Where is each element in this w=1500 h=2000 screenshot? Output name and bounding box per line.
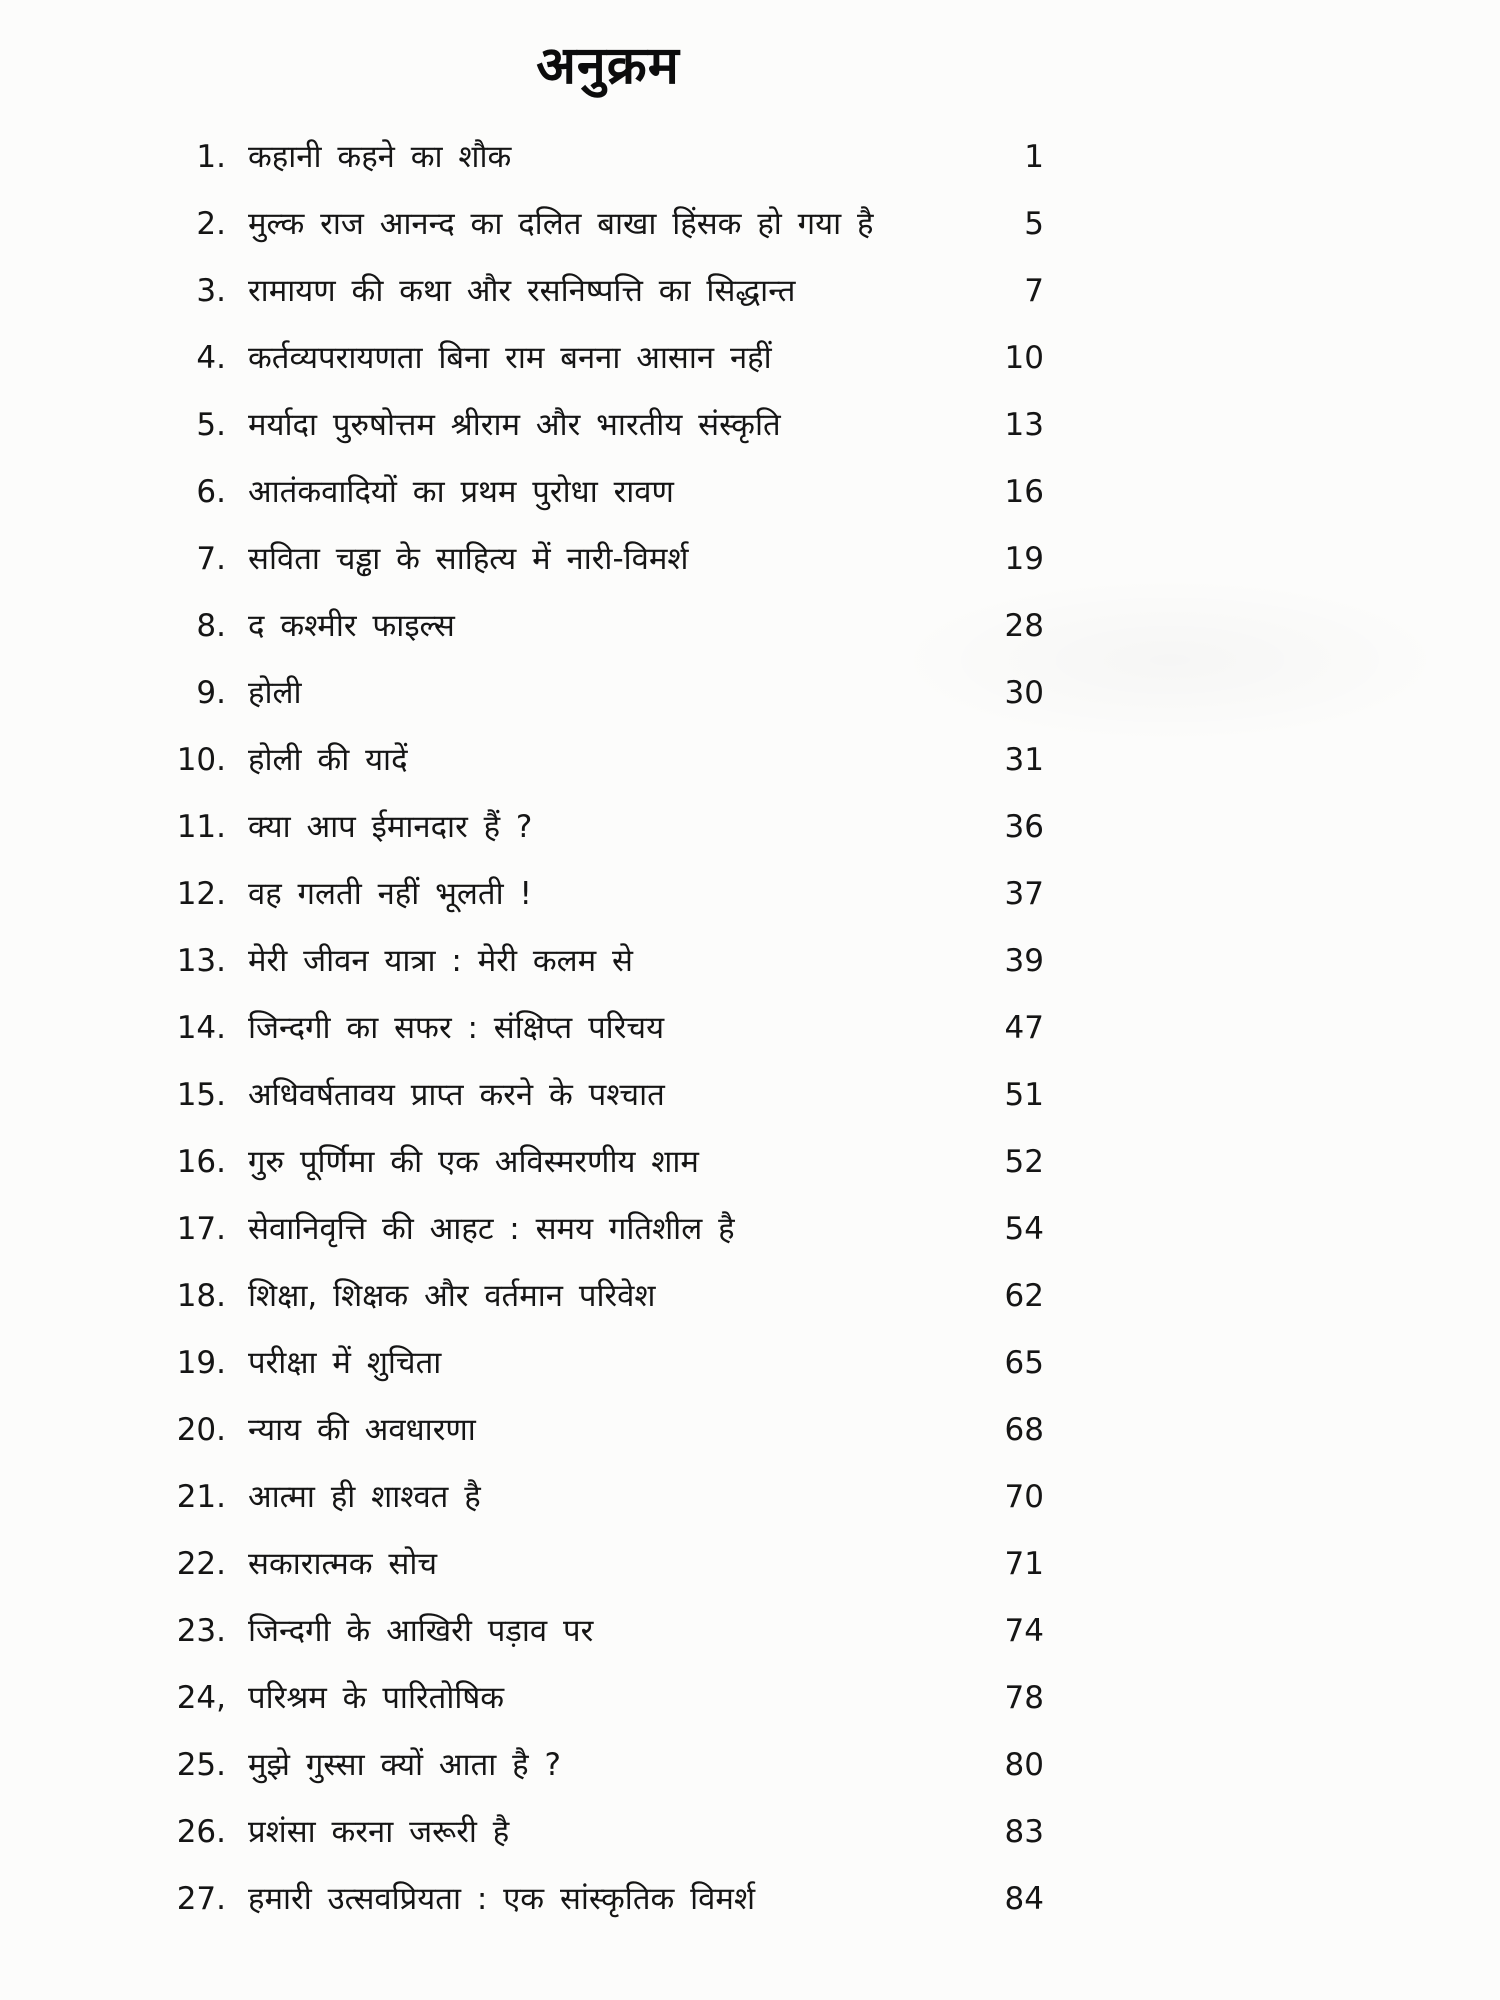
entry-title: कहानी कहने का शौक [248, 139, 512, 175]
entry-number: 6. [196, 474, 226, 510]
entry-title: आतंकवादियों का प्रथम पुरोधा रावण [248, 474, 674, 510]
entry-page-number: 30 [1004, 675, 1044, 711]
entry-page-number: 65 [1004, 1345, 1044, 1381]
entry-title: होली [248, 675, 302, 711]
entry-title: हमारी उत्सवप्रियता : एक सांस्कृतिक विमर्श [248, 1881, 756, 1917]
entry-number: 8. [196, 608, 226, 644]
toc-entry [172, 876, 1044, 943]
entry-number: 10. [176, 742, 226, 778]
entry-number: 13. [176, 943, 226, 979]
toc-entry [172, 340, 1044, 407]
toc-entry [172, 407, 1044, 474]
entry-number: 16. [176, 1144, 226, 1180]
entry-number: 17. [176, 1211, 226, 1247]
entry-number: 20. [176, 1412, 226, 1448]
entry-page-number: 68 [1004, 1412, 1044, 1448]
entry-number: 3. [196, 273, 226, 309]
entry-title: मुल्क राज आनन्द का दलित बाखा हिंसक हो गया है [248, 206, 874, 242]
entry-page-number: 36 [1004, 809, 1044, 845]
entry-page-number: 78 [1004, 1680, 1044, 1716]
entry-number: 14. [176, 1010, 226, 1046]
entry-title: द कश्मीर फाइल्स [248, 608, 455, 644]
entry-title: क्या आप ईमानदार हैं ? [248, 809, 533, 845]
entry-page-number: 5 [1024, 206, 1044, 242]
entry-title: जिन्दगी का सफर : संक्षिप्त परिचय [248, 1010, 665, 1046]
entry-page-number: 70 [1004, 1479, 1044, 1515]
entry-title: न्याय की अवधारणा [248, 1412, 476, 1448]
entry-number: 2. [196, 206, 226, 242]
entry-title: गुरु पूर्णिमा की एक अविस्मरणीय शाम [248, 1144, 699, 1180]
entry-page-number: 80 [1004, 1747, 1044, 1783]
toc-entry [172, 273, 1044, 340]
entry-title: मुझे गुस्सा क्यों आता है ? [248, 1747, 561, 1783]
toc-entry [172, 675, 1044, 742]
entry-number: 21. [176, 1479, 226, 1515]
entry-page-number: 10 [1004, 340, 1044, 376]
entry-page-number: 7 [1024, 273, 1044, 309]
toc-entry [172, 1680, 1044, 1747]
toc-entry [172, 1881, 1044, 1948]
entry-number: 7. [196, 541, 226, 577]
entry-number: 9. [196, 675, 226, 711]
entry-number: 12. [176, 876, 226, 912]
entry-page-number: 51 [1004, 1077, 1044, 1113]
entry-title: आत्मा ही शाश्वत है [248, 1479, 481, 1515]
toc-entry [172, 541, 1044, 608]
entry-title: मर्यादा पुरुषोत्तम श्रीराम और भारतीय संस्कृति [248, 407, 781, 443]
toc-entry [172, 474, 1044, 541]
toc-entry [172, 1144, 1044, 1211]
entry-title: मेरी जीवन यात्रा : मेरी कलम से [248, 943, 634, 979]
toc-entry [172, 1546, 1044, 1613]
entry-number: 18. [176, 1278, 226, 1314]
entry-page-number: 52 [1004, 1144, 1044, 1180]
entry-number: 24, [176, 1680, 226, 1716]
entry-page-number: 39 [1004, 943, 1044, 979]
entry-page-number: 1 [1024, 139, 1044, 175]
toc-entry [172, 1747, 1044, 1814]
entry-page-number: 37 [1004, 876, 1044, 912]
entry-number: 15. [176, 1077, 226, 1113]
entry-page-number: 19 [1004, 541, 1044, 577]
toc-entry [172, 1814, 1044, 1881]
entry-number: 5. [196, 407, 226, 443]
toc-entry [172, 1211, 1044, 1278]
entry-number: 4. [196, 340, 226, 376]
entry-title: सेवानिवृत्ति की आहट : समय गतिशील है [248, 1211, 735, 1247]
entry-title: वह गलती नहीं भूलती ! [248, 876, 532, 912]
toc-entry [172, 139, 1044, 206]
entry-title: सविता चड्ढा के साहित्य में नारी-विमर्श [248, 541, 689, 577]
entry-title: जिन्दगी के आखिरी पड़ाव पर [248, 1613, 594, 1649]
entry-title: रामायण की कथा और रसनिष्पत्ति का सिद्धान्त [248, 273, 796, 309]
toc-content [172, 28, 1044, 1948]
page-title: अनुक्रम [536, 36, 680, 96]
entry-page-number: 84 [1004, 1881, 1044, 1917]
toc-entry [172, 1278, 1044, 1345]
toc-entry [172, 206, 1044, 273]
entry-page-number: 28 [1004, 608, 1044, 644]
entry-number: 25. [176, 1747, 226, 1783]
toc-entry [172, 1077, 1044, 1144]
toc-entry [172, 809, 1044, 876]
toc-entry [172, 742, 1044, 809]
toc-entry [172, 1345, 1044, 1412]
toc-entry [172, 1613, 1044, 1680]
entry-page-number: 31 [1004, 742, 1044, 778]
toc-entry [172, 1010, 1044, 1077]
entry-page-number: 16 [1004, 474, 1044, 510]
entry-title: अधिवर्षतावय प्राप्त करने के पश्चात [248, 1077, 665, 1113]
entry-page-number: 54 [1004, 1211, 1044, 1247]
entry-page-number: 62 [1004, 1278, 1044, 1314]
toc-entry [172, 1479, 1044, 1546]
entry-number: 22. [176, 1546, 226, 1582]
entry-title: परीक्षा में शुचिता [248, 1345, 442, 1381]
entry-page-number: 13 [1004, 407, 1044, 443]
entry-title: कर्तव्यपरायणता बिना राम बनना आसान नहीं [248, 340, 772, 376]
entry-number: 27. [176, 1881, 226, 1917]
entry-page-number: 74 [1004, 1613, 1044, 1649]
entry-page-number: 71 [1004, 1546, 1044, 1582]
entry-page-number: 83 [1004, 1814, 1044, 1850]
entry-page-number: 47 [1004, 1010, 1044, 1046]
toc-entry [172, 608, 1044, 675]
entry-number: 23. [176, 1613, 226, 1649]
entry-title: होली की यादें [248, 742, 408, 778]
toc-entry [172, 943, 1044, 1010]
entry-number: 26. [176, 1814, 226, 1850]
entry-title: परिश्रम के पारितोषिक [248, 1680, 505, 1716]
entry-number: 1. [196, 139, 226, 175]
entry-title: सकारात्मक सोच [248, 1546, 438, 1582]
entry-title: प्रशंसा करना जरूरी है [248, 1814, 510, 1850]
entry-number: 11. [176, 809, 226, 845]
entry-number: 19. [176, 1345, 226, 1381]
toc-entry [172, 1412, 1044, 1479]
entry-title: शिक्षा, शिक्षक और वर्तमान परिवेश [248, 1278, 656, 1314]
toc-list [172, 139, 1044, 1948]
